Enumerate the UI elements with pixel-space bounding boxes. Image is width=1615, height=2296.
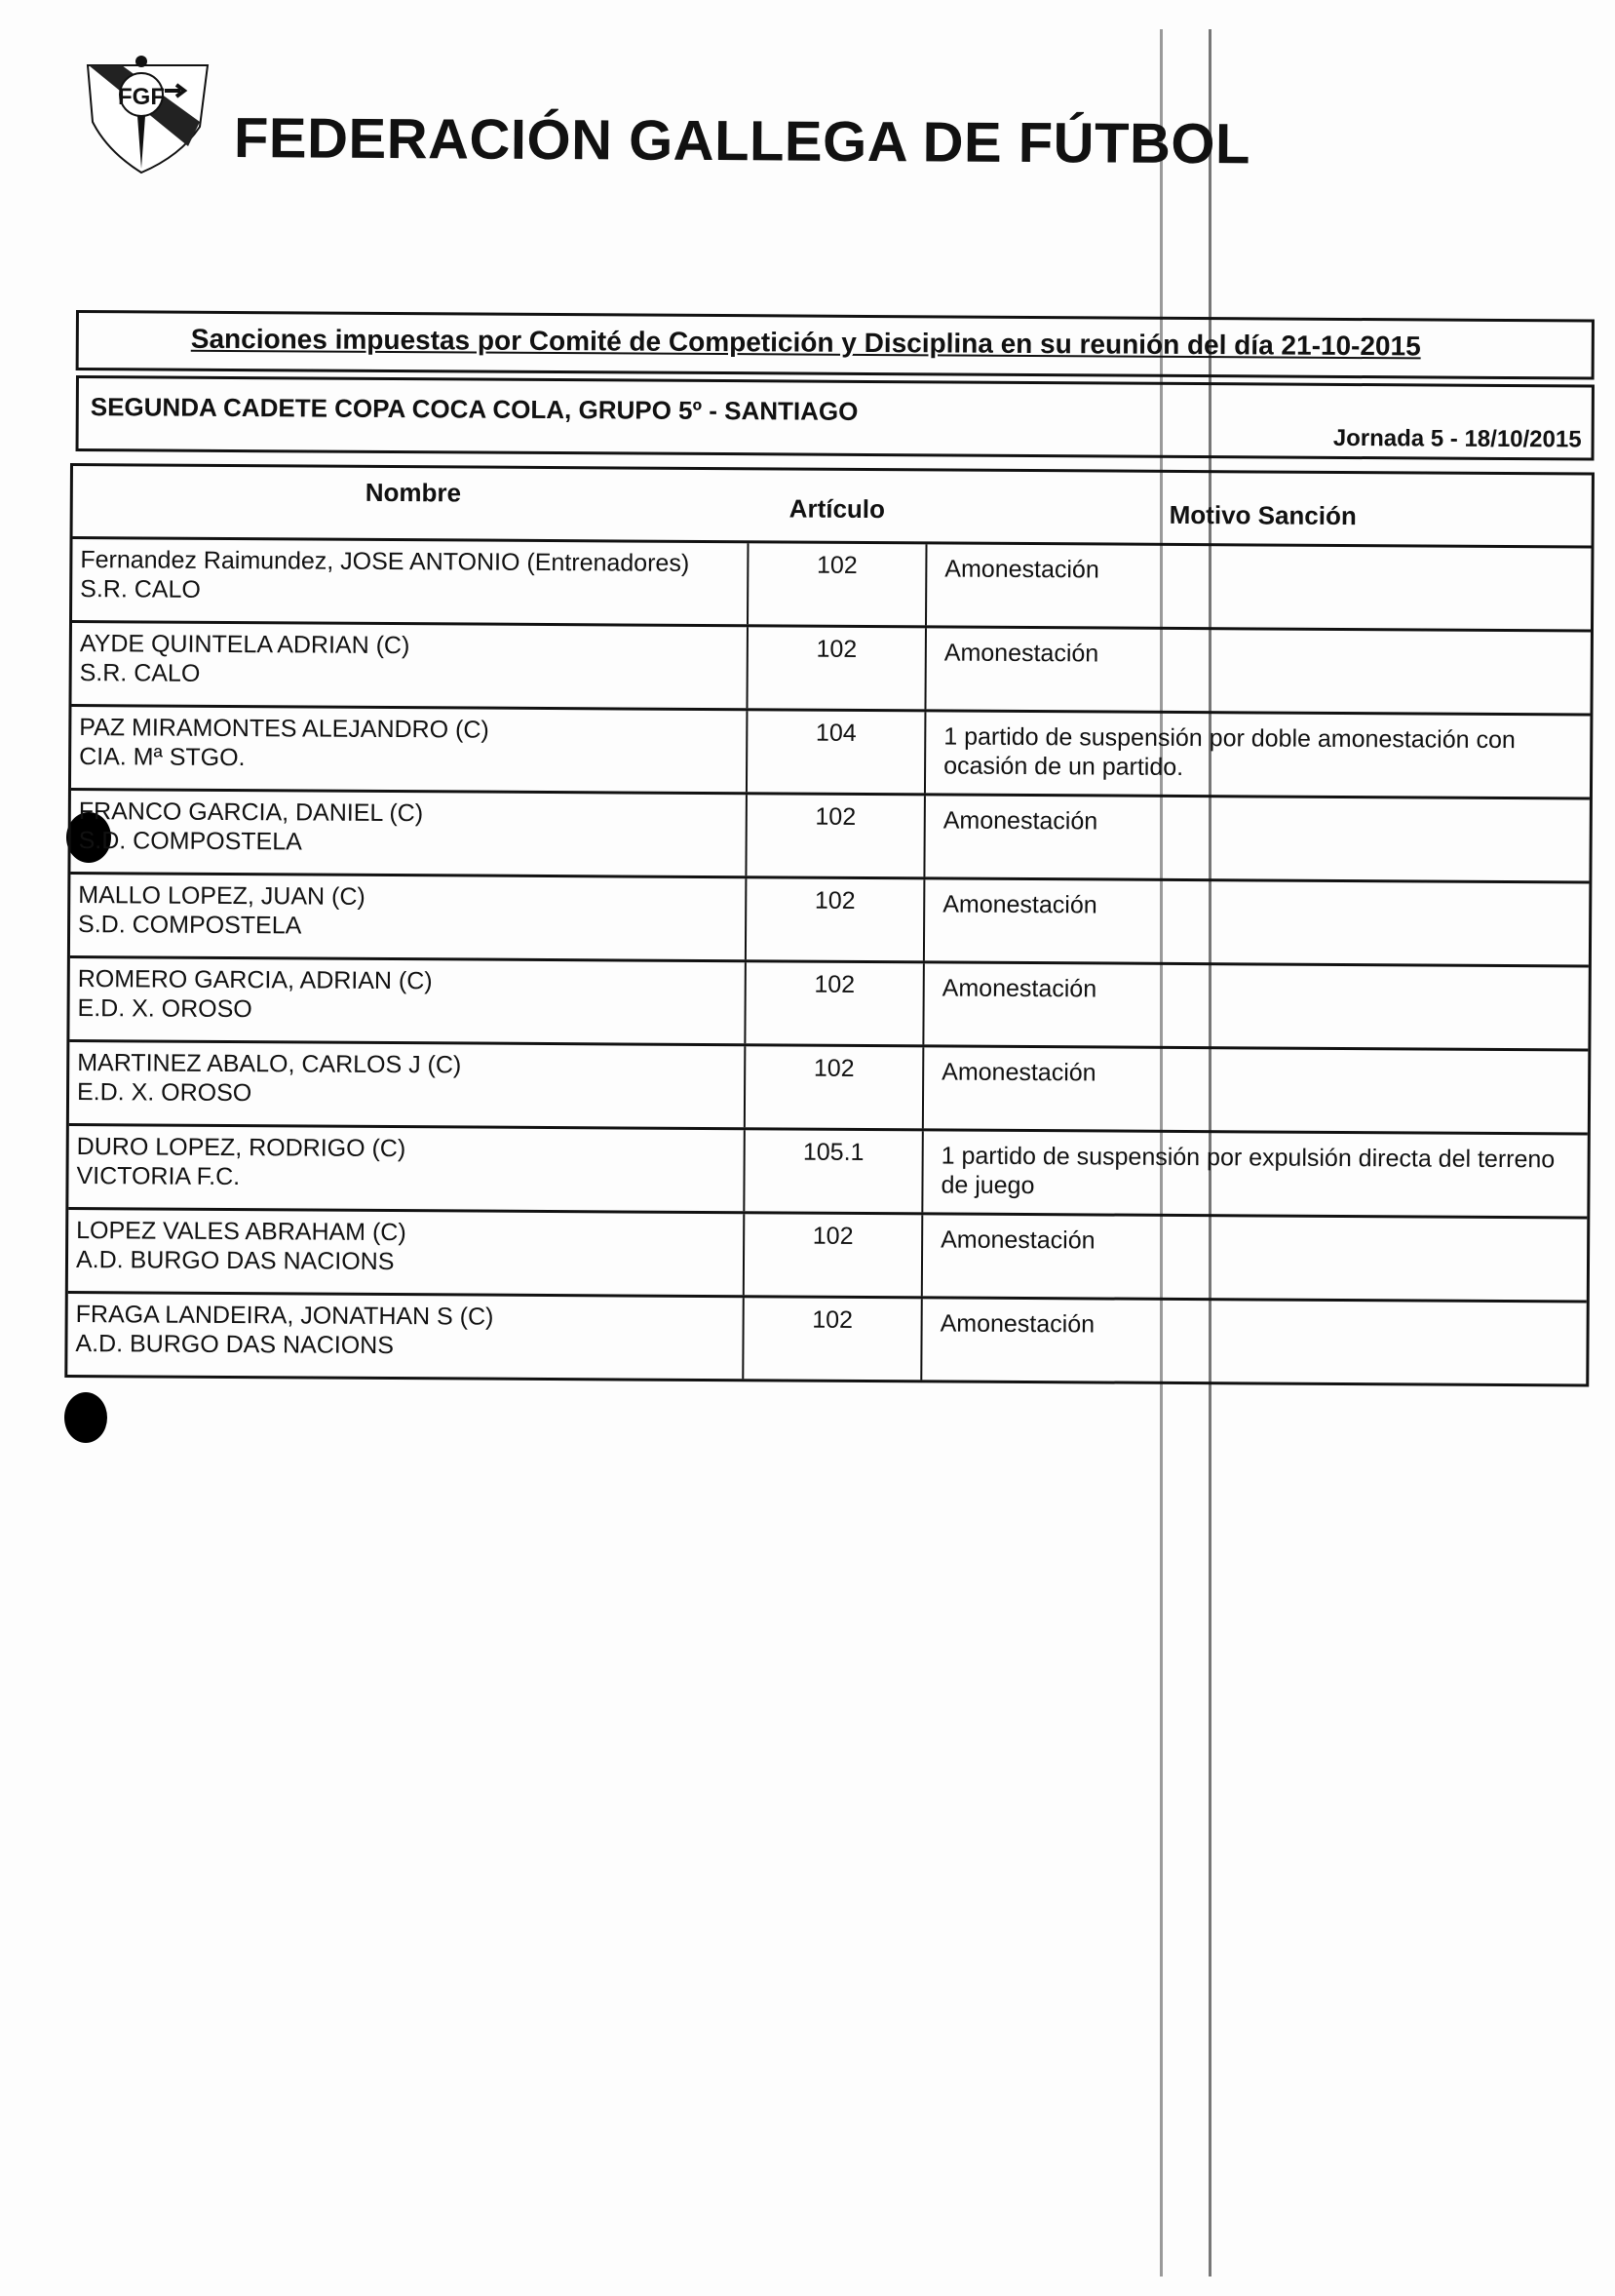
- table-row: [69, 1042, 1588, 1136]
- player-name: PAZ MIRAMONTES ALEJANDRO (C): [79, 714, 489, 744]
- cell-nombre: [70, 875, 747, 959]
- cell-nombre: [68, 1210, 745, 1295]
- cell-motivo: Amonestación: [940, 1309, 1096, 1339]
- fgf-shield-logo-icon: [83, 54, 214, 175]
- player-name: FRAGA LANDEIRA, JONATHAN S (C): [75, 1301, 494, 1331]
- cell-articulo: 102: [749, 543, 928, 625]
- cell-articulo: 105.1: [745, 1130, 924, 1212]
- sanctions-table: [64, 463, 1595, 1387]
- club-name: S.D. COMPOSTELA: [78, 827, 302, 856]
- sanctions-title: Sanciones impuestas por Comité de Competición y Disciplina en su reunión del día 21-10-2015: [190, 323, 1421, 362]
- competition-box: [76, 375, 1595, 461]
- club-name: S.R. CALO: [80, 575, 201, 603]
- table-row: [72, 539, 1591, 633]
- cell-motivo: Amonestación: [943, 639, 1099, 668]
- header-articulo: Artículo: [788, 493, 886, 525]
- club-name: E.D. X. OROSO: [77, 994, 252, 1024]
- cell-articulo: 102: [747, 878, 926, 960]
- table-row: [67, 1294, 1586, 1384]
- club-name: CIA. Mª STGO.: [79, 743, 246, 772]
- table-row: [68, 1210, 1587, 1304]
- header-motivo: Motivo Sanción: [1169, 499, 1357, 531]
- cell-nombre: [67, 1294, 744, 1379]
- table-header: [73, 466, 1592, 549]
- cell-motivo: Amonestación: [942, 806, 1098, 836]
- cell-motivo: Amonestación: [942, 1058, 1096, 1087]
- cell-articulo: 102: [745, 1214, 924, 1296]
- player-name: AYDE QUINTELA ADRIAN (C): [79, 630, 410, 660]
- cell-motivo: Amonestación: [944, 555, 1099, 584]
- cell-nombre: [69, 958, 746, 1043]
- sanctions-title-box: [76, 310, 1595, 380]
- player-name: MALLO LOPEZ, JUAN (C): [78, 881, 365, 911]
- cell-articulo: 102: [746, 962, 925, 1044]
- table-row: [70, 875, 1589, 968]
- table-row: [71, 623, 1590, 717]
- player-name: ROMERO GARCIA, ADRIAN (C): [77, 965, 433, 995]
- svg-text:FGF: FGF: [118, 84, 165, 110]
- club-name: S.R. CALO: [79, 659, 201, 687]
- table-row: [70, 791, 1589, 884]
- table-row: [68, 1126, 1587, 1220]
- player-name: LOPEZ VALES ABRAHAM (C): [76, 1217, 406, 1247]
- cell-nombre: [71, 707, 748, 792]
- cell-articulo: 102: [748, 627, 927, 709]
- cell-articulo: 104: [748, 711, 927, 793]
- header-nombre: Nombre: [365, 477, 462, 508]
- table-row: [71, 707, 1590, 800]
- club-name: S.D. COMPOSTELA: [78, 911, 302, 940]
- cell-motivo: 1 partido de suspensión por expulsión directa del terreno de juego: [941, 1142, 1556, 1200]
- cell-motivo: Amonestación: [942, 890, 1097, 919]
- club-name: E.D. X. OROSO: [76, 1078, 252, 1108]
- club-name: A.D. BURGO DAS NACIONS: [75, 1330, 395, 1360]
- cell-nombre: [72, 539, 749, 624]
- cell-nombre: [69, 1042, 746, 1127]
- cell-nombre: [70, 791, 747, 876]
- cell-motivo: Amonestación: [941, 1226, 1096, 1255]
- cell-motivo: Amonestación: [942, 974, 1097, 1003]
- club-name: A.D. BURGO DAS NACIONS: [75, 1246, 395, 1276]
- organization-name: FEDERACIÓN GALLEGA DE FÚTBOL: [233, 106, 1251, 176]
- punch-hole: [64, 1392, 107, 1443]
- cell-articulo: 102: [744, 1298, 923, 1380]
- cell-articulo: 102: [746, 1046, 925, 1128]
- player-name: MARTINEZ ABALO, CARLOS J (C): [77, 1049, 462, 1079]
- player-name: DURO LOPEZ, RODRIGO (C): [76, 1133, 406, 1163]
- table-row: [69, 958, 1588, 1052]
- cell-motivo: 1 partido de suspensión por doble amonestación con ocasión de un partido.: [943, 722, 1516, 781]
- cell-nombre: [68, 1126, 745, 1211]
- jornada-date: Jornada 5 - 18/10/2015: [1332, 424, 1582, 453]
- competition-name: SEGUNDA CADETE COPA COCA COLA, GRUPO 5º - SANTIAGO: [90, 392, 859, 426]
- cell-articulo: 102: [747, 795, 926, 876]
- club-name: VICTORIA F.C.: [76, 1162, 241, 1191]
- cell-nombre: [71, 623, 748, 708]
- player-name: Fernandez Raimundez, JOSE ANTONIO (Entrenadores): [80, 546, 690, 577]
- player-name: FRANCO GARCIA, DANIEL (C): [78, 798, 424, 828]
